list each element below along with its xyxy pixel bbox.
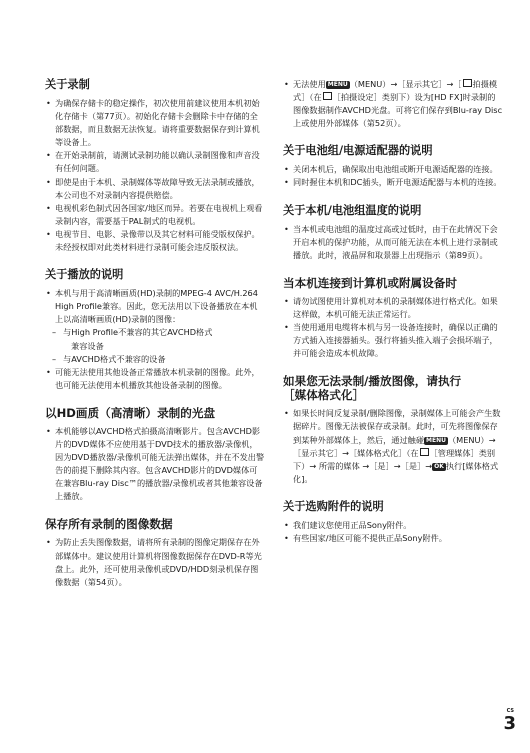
section-hd-disc — [45, 406, 265, 504]
section-hd-fx-note — [283, 78, 503, 130]
list-item: • 电视节目、电影、录像带以及其它材料可能受版权保护。未经授权即对此类材料进行录制可能会违反版权法。 — [45, 228, 265, 254]
list-save-data — [45, 536, 265, 588]
section-computer-connection — [283, 276, 503, 360]
list-item: • 有些国家/地区可能不提供正品Sony附件。 — [283, 532, 503, 545]
rec-mode-icon — [463, 79, 472, 87]
section-media-format — [283, 374, 503, 486]
heading-computer-connection: 当本机连接到计算机或附属设备时 — [283, 275, 457, 290]
list-item: • 当使用通用电缆将本机与另一设备连接时，确保以正确的方式插入连接器插头。强行将插头推入端子会损坏端子，并可能会造成本机故障。 — [283, 321, 503, 360]
menu-key-icon: MENU — [426, 436, 446, 444]
list-accessories — [283, 519, 503, 545]
sub-list-item: – 与High Profile不兼容的其它AVCHD格式 — [45, 326, 265, 339]
list-item: • 为防止丢失图像数据，请将所有录制的图像定期保存在外部媒体中。建议使用计算机将图像数据保存在DVD-R等光盘上。此外，还可使用录像机或DVD/HDD刻录机保存图像数据（第54页）。 — [45, 536, 265, 588]
heading-hd-disc: 以HD画质（高清晰）录制的光盘 — [45, 405, 216, 420]
section-recording — [45, 78, 265, 254]
list-battery-adapter — [283, 163, 503, 189]
list-recording — [45, 97, 265, 254]
section-save-data — [45, 517, 265, 588]
list-item: • 本机与用于高清晰画质(HD)录制的MPEG-4 AVC/H.264 High Profile兼容。因此，您无法用以下设备播放在本机上以高清晰画质(HD)录制的图像： — [45, 287, 265, 326]
list-hd-fx-note — [283, 78, 503, 130]
ok-key-icon: OK — [434, 462, 444, 470]
section-accessories — [283, 500, 503, 545]
sub-list-item: – 与AVCHD格式不兼容的设备 — [45, 353, 265, 366]
right-column — [283, 78, 503, 559]
list-item: • 请勿试图使用计算机对本机的录制媒体进行格式化。如果这样做，本机可能无法正常运行。 — [283, 295, 503, 321]
list-item — [283, 78, 503, 130]
language-code: CS — [506, 708, 514, 714]
camera-settings-icon — [323, 92, 332, 100]
manage-media-icon — [420, 448, 429, 456]
list-temperature — [283, 223, 503, 262]
text: 如果长时间反复录制/删除图像，录制媒体上可能会产生数据碎片。图像无法被保存或录制。此时，可先将图像保存到某种外部媒体上，然后，通过触碰 — [293, 408, 501, 445]
list-hd-disc — [45, 425, 265, 504]
list-item: • 在开始录制前，请测试录制功能以确认录制图像和声音没有任何问题。 — [45, 149, 265, 175]
text: （MENU）→［显示其它］→［ — [349, 79, 462, 89]
sub-list-item-continued: 兼容设备 — [71, 340, 104, 351]
list-computer-connection — [283, 295, 503, 360]
heading-recording: 关于录制 — [45, 78, 90, 91]
heading-media-format — [283, 374, 503, 402]
list-item: • 当本机或电池组的温度过高或过低时，由于在此情况下会开启本机的保护功能，从而可能无法在本机上进行录制或播放。此时，液晶屏和取景器上出现指示（第89页）。 — [283, 223, 503, 262]
list-media-format — [283, 407, 503, 486]
heading-line-2: ［媒体格式化］ — [283, 388, 365, 403]
page-number: 3 — [503, 713, 516, 734]
heading-accessories: 关于选购附件的说明 — [283, 499, 384, 513]
list-item: • 可能无法使用其他设备正常播放本机录制的图像。此外，也可能无法使用本机播放其他设备录制的图像。 — [45, 366, 265, 392]
section-playback — [45, 268, 265, 392]
heading-temperature: 关于本机/电池组温度的说明 — [283, 203, 422, 217]
heading-save-data: 保存所有录制的图像数据 — [45, 517, 173, 532]
text: ［拍摄设定］类别下）设为[HD FX]时录制的图像数据制作AVCHD光盘。可将它们保存到Blu-ray Disc上或使用外部媒体（第52页）。 — [293, 92, 503, 129]
list-item: • 关闭本机后，确保取出电池组或断开电源适配器的连接。 — [283, 163, 503, 176]
text: 拍摄模式］（在 — [293, 79, 498, 103]
heading-line-1: 如果您无法录制/播放图像，请执行 — [283, 374, 462, 389]
heading-battery-adapter: 关于电池组/电源适配器的说明 — [283, 144, 433, 158]
section-battery-adapter — [283, 144, 503, 189]
list-item: • 同时握住本机和DC插头，断开电源适配器与本机的连接。 — [283, 176, 503, 189]
list-item: • 为确保存储卡的稳定操作，初次使用前建议使用本机初始化存储卡（第77页）。初始化存储卡会删除卡中存储的全部数据，而且数据无法恢复。请将重要数据保存到计算机等设备上。 — [45, 97, 265, 149]
text: 执行[媒体格式化]。 — [293, 460, 499, 484]
list-item: • 本机能够以AVCHD格式拍摄高清晰影片。包含AVCHD影片的DVD媒体不应使用基于DVD技术的播放器/录像机，因为DVD播放器/录像机可能无法弹出媒体，并在不发出警告的前提下删除其内容。包含AVCHD影片的DVD媒体可在兼容Blu-ray Disc™的播放器/录像机或者其他兼容设备上播放。 — [45, 425, 265, 504]
list-item: • 即使是由于本机、录制媒体等故障导致无法录制或播放，本公司也不对录制内容提供赔偿。 — [45, 176, 265, 202]
menu-key-icon: MENU — [327, 81, 348, 88]
text: 无法使用 — [293, 79, 326, 89]
list-playback — [45, 287, 265, 392]
section-temperature — [283, 204, 503, 262]
list-item: • 我们建议您使用正品Sony附件。 — [283, 519, 503, 532]
left-column — [45, 78, 265, 603]
text: ［管理媒体］类别下）→ 所需的媒体 →［是］→［是］→ — [293, 447, 496, 471]
heading-playback: 关于播放的说明 — [45, 268, 124, 282]
text: （MENU）→［显示其它］→［媒体格式化］（在 — [293, 434, 496, 458]
list-item — [283, 407, 503, 486]
list-item: • 电视机彩色制式因各国家/地区而异。若要在电视机上观看录制内容，需要基于PAL制式的电视机。 — [45, 202, 265, 228]
